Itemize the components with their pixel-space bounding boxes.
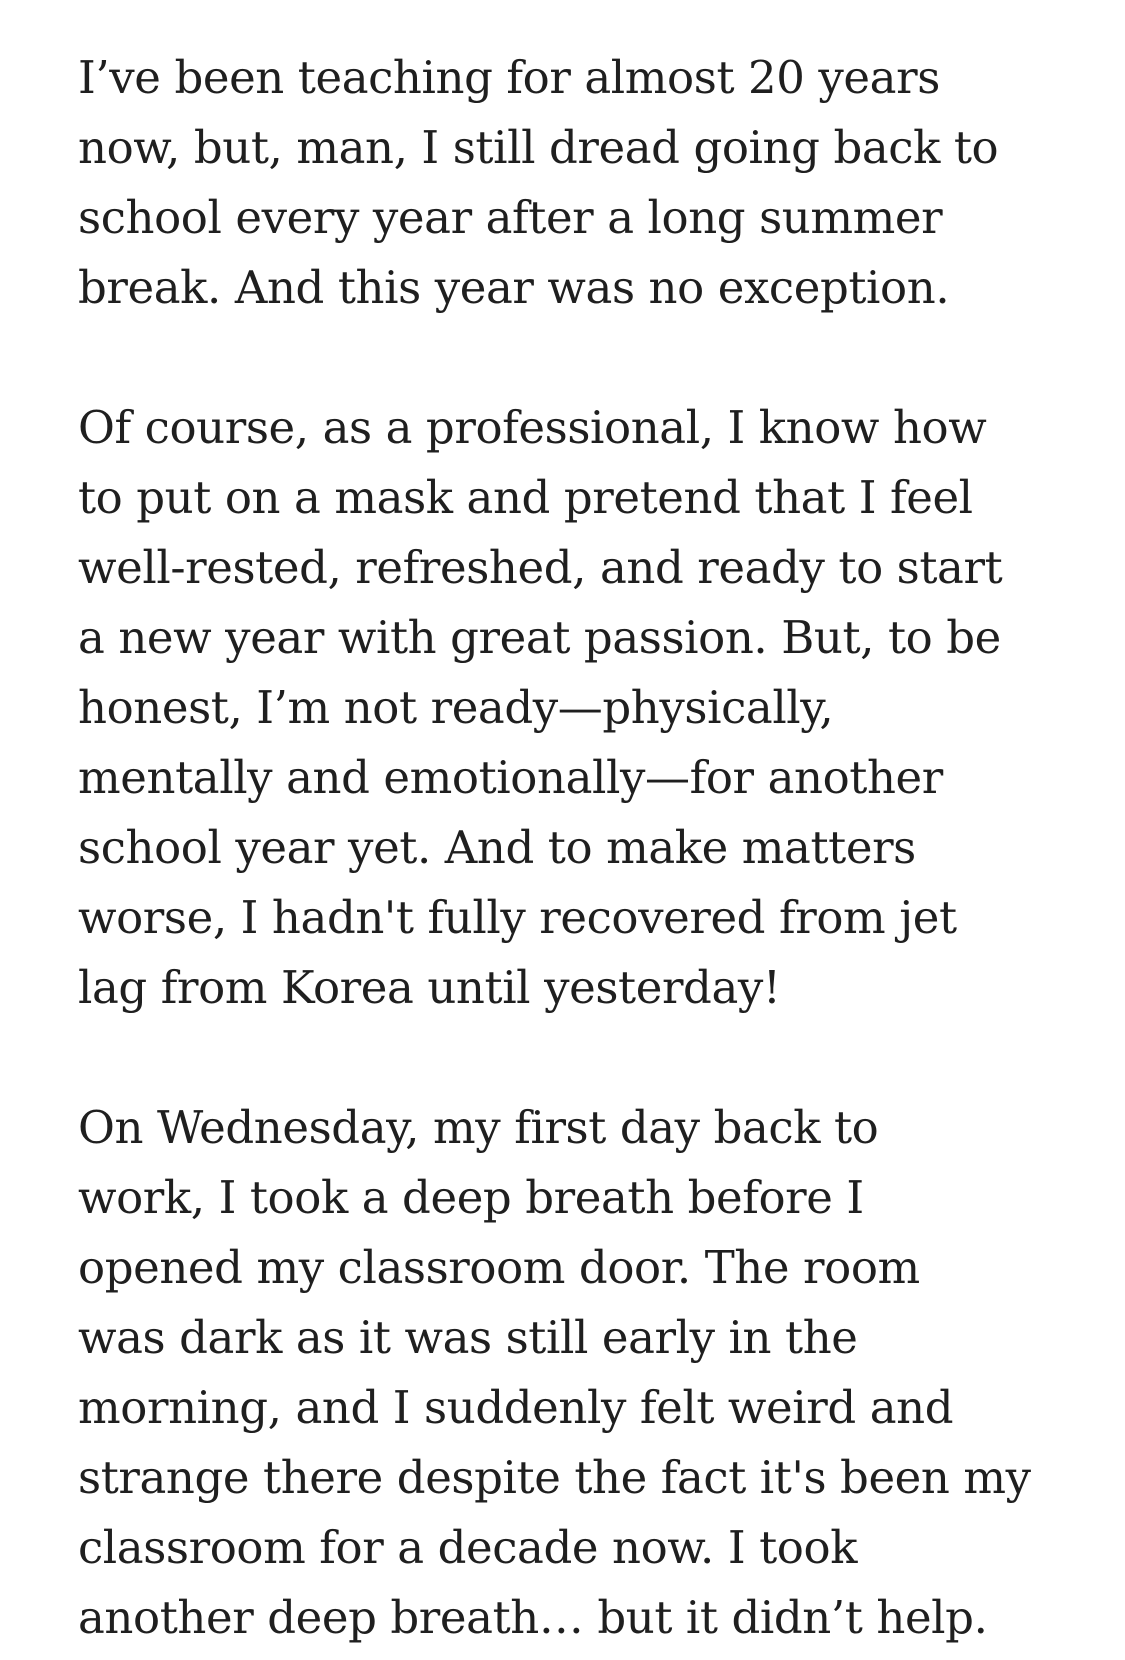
text-line: classroom for a decade now. I took bbox=[78, 1521, 858, 1574]
paragraph-2 bbox=[78, 393, 1065, 1023]
text-line: work, I took a deep breath before I bbox=[78, 1171, 864, 1224]
text-line: a new year with great passion. But, to be bbox=[78, 611, 1001, 664]
text-line: mentally and emotionally—for another bbox=[78, 751, 943, 804]
text-line: to put on a mask and pretend that I feel bbox=[78, 471, 973, 524]
text-line: now, but, man, I still dread going back to bbox=[78, 121, 999, 174]
text-line: honest, I’m not ready—physically, bbox=[78, 681, 834, 734]
text-line: break. And this year was no exception. bbox=[78, 261, 950, 314]
text-line: I’ve been teaching for almost 20 years bbox=[78, 51, 940, 104]
text-line: strange there despite the fact it's been my bbox=[78, 1451, 1031, 1504]
text-line: worse, I hadn't fully recovered from jet bbox=[78, 891, 957, 944]
text-line: another deep breath… but it didn’t help. bbox=[78, 1591, 988, 1644]
text-line: opened my classroom door. The room bbox=[78, 1241, 920, 1294]
text-line: school year yet. And to make matters bbox=[78, 821, 916, 874]
text-line: well-rested, refreshed, and ready to start bbox=[78, 541, 1003, 594]
paragraph-3 bbox=[78, 1093, 1065, 1653]
text-line: On Wednesday, my first day back to bbox=[78, 1101, 879, 1154]
text-line: Of course, as a professional, I know how bbox=[78, 401, 987, 454]
text-line: was dark as it was still early in the bbox=[78, 1311, 858, 1364]
text-line: lag from Korea until yesterday! bbox=[78, 961, 781, 1014]
text-line: school every year after a long summer bbox=[78, 191, 943, 244]
text-line: morning, and I suddenly felt weird and bbox=[78, 1381, 954, 1434]
paragraph-1 bbox=[78, 43, 1065, 323]
